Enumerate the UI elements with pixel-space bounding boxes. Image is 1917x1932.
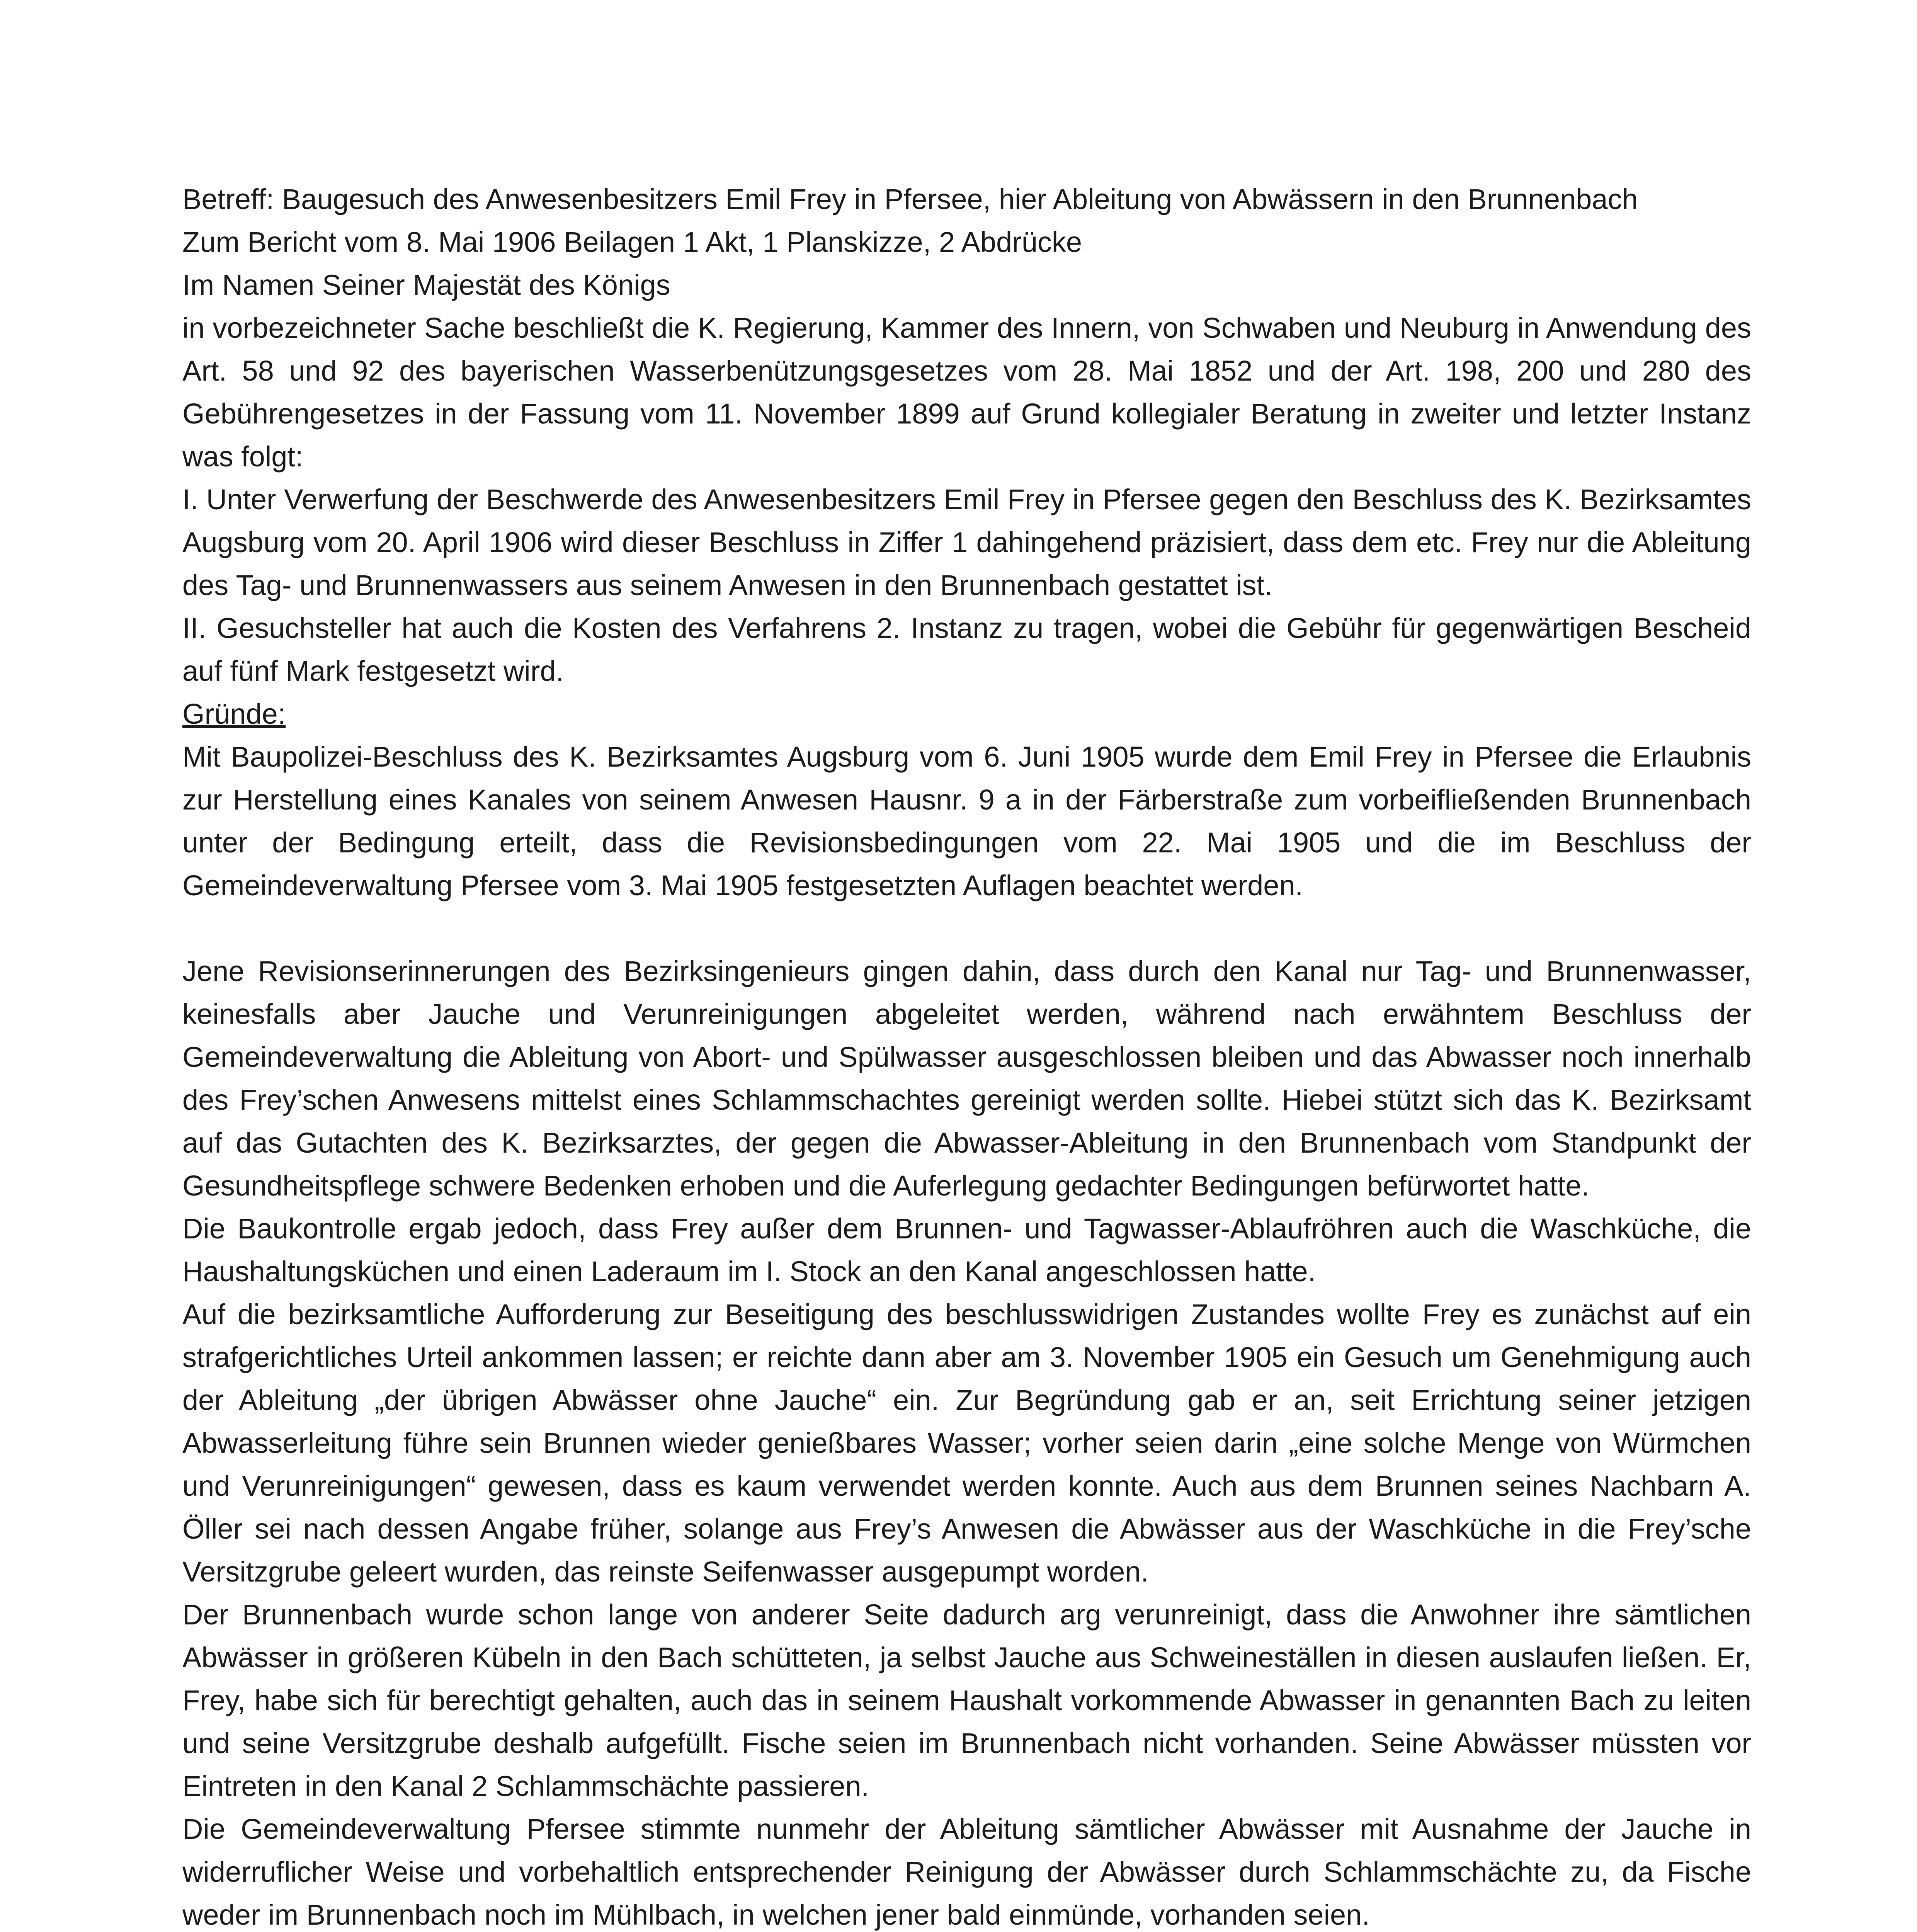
subject-line: Betreff: Baugesuch des Anwesenbesitzers Emil Frey in Pfersee, hier Ableitung von Abwässern in den Brunnenbach xyxy=(182,183,1638,215)
body-paragraph-4: Auf die bezirksamtliche Aufforderung zur Beseitigung des beschlusswidrigen Zustandes wollte Frey es zunächst auf ein strafgerichtliches Urteil ankommen lassen; er reichte dann aber am 3. November 1905 ein Gesuch um Genehmigung auch der Ableitung „der übrigen Abwässer ohne Jauche“ ein. Zur Begründung gab er an, seit Errichtung seiner jetzigen Abwasserleitung führe sein Brunnen wieder genießbares Wasser; vorher seien darin „eine solche Menge von Würmchen und Verunreinigungen“ gewesen, dass es kaum verwendet werden konnte. Auch aus dem Brunnen seines Nachbarn A. Öller sei nach dessen Angabe früher, solange aus Frey’s Anwesen die Abwässer aus der Waschküche in die Frey’sche Versitzgrube geleert wurden, das reinste Seifenwasser ausgepumpt worden. xyxy=(182,1298,1751,1588)
reference-line: Zum Bericht vom 8. Mai 1906 Beilagen 1 Akt, 1 Planskizze, 2 Abdrücke xyxy=(182,226,1082,258)
invocation-line: Im Namen Seiner Majestät des Königs xyxy=(182,269,670,301)
body-paragraph-3: Die Baukontrolle ergab jedoch, dass Frey außer dem Brunnen- und Tagwasser-Ablaufröhren auch die Waschküche, die Haushaltungsküchen und einen Laderaum im I. Stock an den Kanal angeschlossen hatte. xyxy=(182,1213,1751,1287)
decision-item-1: I. Unter Verwerfung der Beschwerde des Anwesenbesitzers Emil Frey in Pfersee gegen den Beschluss des K. Bezirksamtes Augsburg vom 20. April 1906 wird dieser Beschluss in Ziffer 1 dahingehend präzisiert, dass dem etc. Frey nur die Ableitung des Tag- und Brunnenwassers aus seinem Anwesen in den Brunnenbach gestattet ist. xyxy=(182,483,1751,601)
body-paragraph-6: Die Gemeindeverwaltung Pfersee stimmte nunmehr der Ableitung sämtlicher Abwässer mit Ausnahme der Jauche in widerruflicher Weise und vorbehaltlich entsprechender Reinigung der Abwässer durch Schlammschächte zu, da Fische weder im Brunnenbach noch im Mühlbach, in welchen jener bald einmünde, vorhanden seien. xyxy=(182,1813,1751,1931)
body-paragraph-5: Der Brunnenbach wurde schon lange von anderer Seite dadurch arg verunreinigt, dass die Anwohner ihre sämtlichen Abwässer in größeren Kübeln in den Bach schütteten, ja selbst Jauche aus Schweineställen in diesen auslaufen ließen. Er, Frey, habe sich für berechtigt gehalten, auch das in seinem Haushalt vorkommende Abwasser in genannten Bach zu leiten und seine Versitzgrube deshalb aufgefüllt. Fische seien im Brunnenbach nicht vorhanden. Seine Abwässer müssten vor Eintreten in den Kanal 2 Schlammschächte passieren. xyxy=(182,1599,1751,1802)
document-body xyxy=(182,178,1751,1932)
reasons-heading-text: Gründe: xyxy=(182,698,286,730)
preamble-paragraph: in vorbezeichneter Sache beschließt die K. Regierung, Kammer des Innern, von Schwaben und Neuburg in Anwendung des Art. 58 und 92 des bayerischen Wasserbenützungsgesetzes vom 28. Mai 1852 und der Art. 198, 200 und 280 des Gebührengesetzes in der Fassung vom 11. November 1899 auf Grund kollegialer Beratung in zweiter und letzter Instanz was folgt: xyxy=(182,312,1751,473)
body-paragraph-2: Jene Revisionserinnerungen des Bezirksingenieurs gingen dahin, dass durch den Kanal nur Tag- und Brunnenwasser, keinesfalls aber Jauche und Verunreinigungen abgeleitet werden, während nach erwähntem Beschluss der Gemeindeverwaltung die Ableitung von Abort- und Spülwasser ausgeschlossen bleiben und das Abwasser noch innerhalb des Frey’schen Anwesens mittelst eines Schlammschachtes gereinigt werden sollte. Hiebei stützt sich das K. Bezirksamt auf das Gutachten des K. Bezirksarztes, der gegen die Abwasser-Ableitung in den Brunnenbach vom Standpunkt der Gesundheitspflege schwere Bedenken erhoben und die Auferlegung gedachter Bedingungen befürwortet hatte. xyxy=(182,955,1751,1202)
reasons-heading xyxy=(182,692,1751,735)
decision-item-2: II. Gesuchsteller hat auch die Kosten des Verfahrens 2. Instanz zu tragen, wobei die Gebühr für gegenwärtigen Bescheid auf fünf Mark festgesetzt wird. xyxy=(182,612,1751,687)
body-paragraph-1: Mit Baupolizei-Beschluss des K. Bezirksamtes Augsburg vom 6. Juni 1905 wurde dem Emil Frey in Pfersee die Erlaubnis zur Herstellung eines Kanales von seinem Anwesen Hausnr. 9 a in der Färberstraße zum vorbeifließenden Brunnenbach unter der Bedingung erteilt, dass die Revisionsbedingungen vom 22. Mai 1905 und die im Beschluss der Gemeindeverwaltung Pfersee vom 3. Mai 1905 festgesetzten Auflagen beachtet werden. xyxy=(182,741,1751,901)
